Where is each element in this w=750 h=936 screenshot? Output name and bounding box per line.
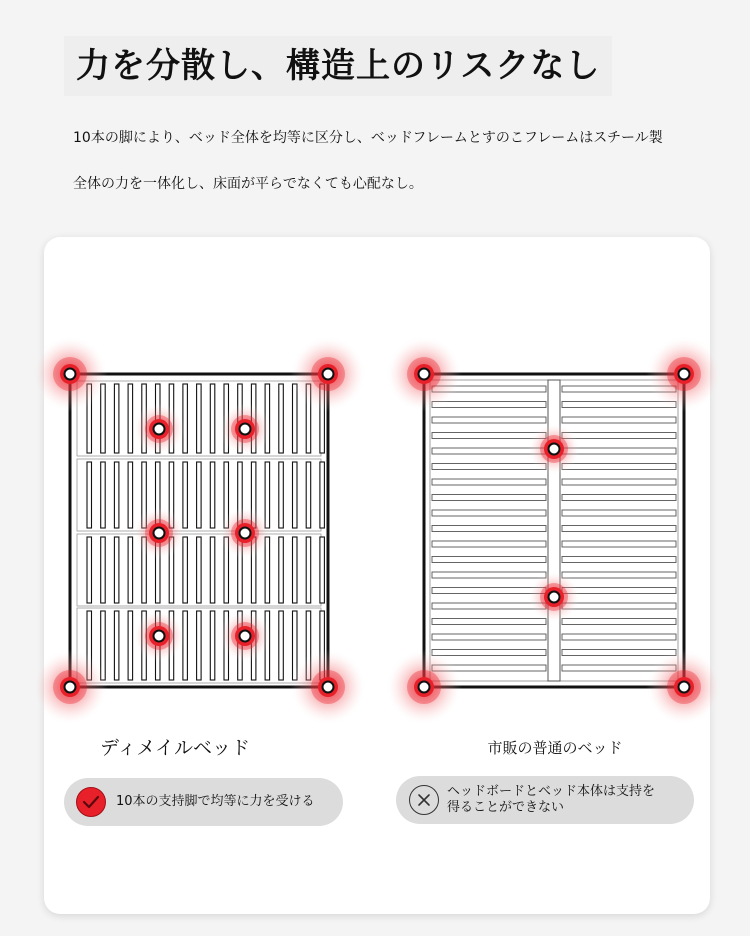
ordinary-feature-line-1: ヘッドボードとベッド本体は支持を: [447, 784, 656, 799]
dimail-bed-label: ディメイルベッド: [99, 737, 251, 759]
dimail-feature-text: 10本の支持脚で均等に力を受ける: [116, 794, 315, 809]
ordinary-bed-label: 市販の普通のベッド: [487, 739, 623, 757]
cross-icon: [409, 785, 439, 815]
description-line-1: 10本の脚により、ベッド全体を均等に区分し、ベッドフレームとすのこフレームはスチール製: [73, 130, 663, 146]
page-title: 力を分散し、構造上のリスクなし: [64, 36, 612, 96]
dimail-feature-pill: [64, 778, 343, 826]
description-line-2: 全体の力を一体化し、床面が平らでなくても心配なし。: [73, 176, 423, 192]
ordinary-feature-text: [447, 784, 655, 816]
ordinary-feature-line-2: 得ることができない: [447, 800, 565, 815]
ordinary-feature-pill: [396, 776, 694, 824]
check-icon: [76, 787, 106, 817]
